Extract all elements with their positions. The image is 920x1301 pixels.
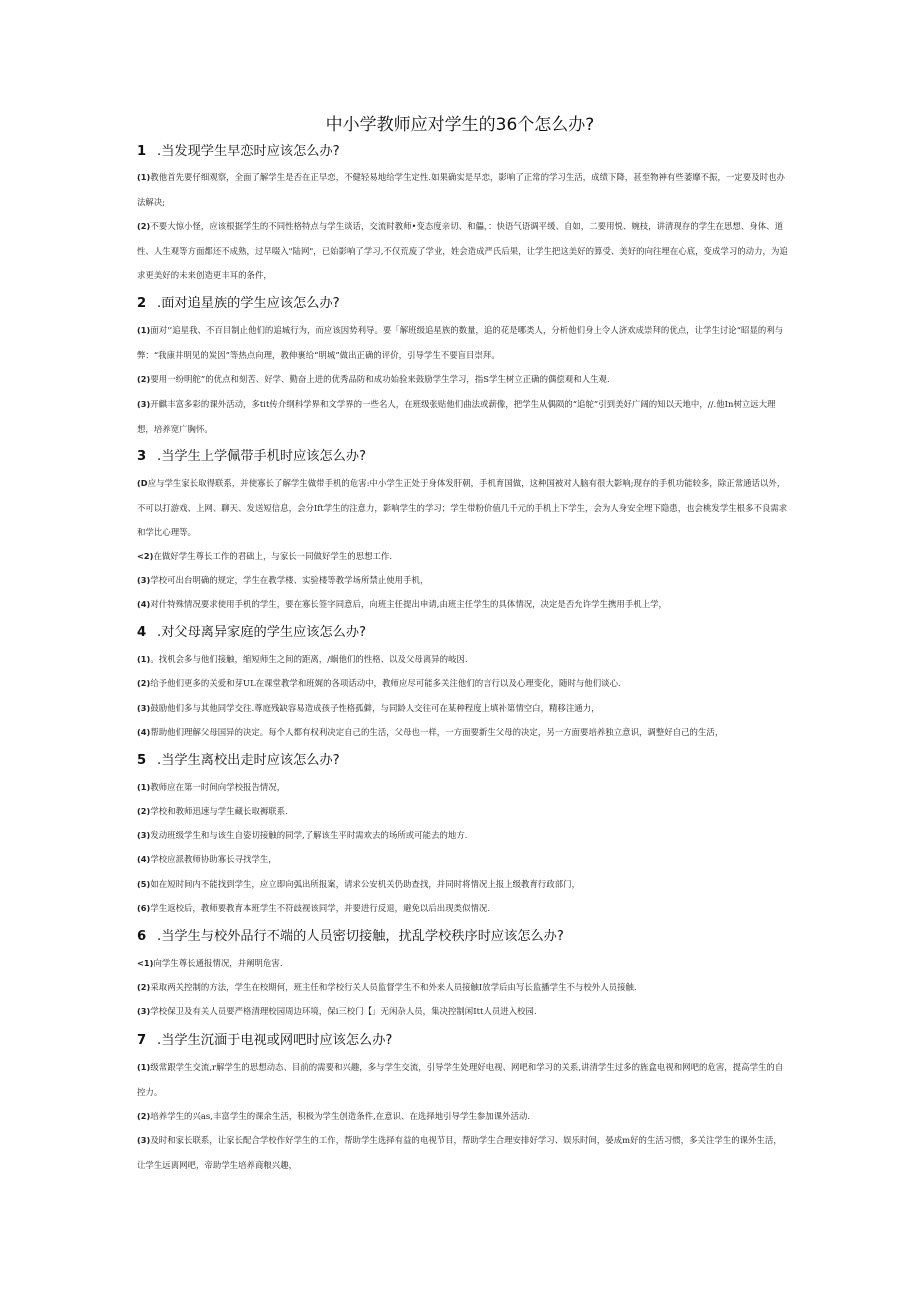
section-heading-4 (137, 624, 797, 642)
section-heading-text: .当学生上学佩带手机时应该怎么办? (157, 449, 367, 464)
item-text: 应与学生家长取得联系，并使寡长了解学生做带手机的危害:中小学生正处于身体发肝朝，手机育国做，这种国被对人脑有很大影响;现存的手机功能较多，除正常通话以外，不可以打游戏、上网、聊天、发送短信息，会分Ift学生的注意力，影响学生的学习；学生带粉价值几千元的手机上下学生，会为人身安全埋下隐患，也会桃发学生根多不良需求和学比心理等。 (137, 478, 788, 537)
section-number: 6 (137, 929, 147, 944)
item-marker: (2) (137, 374, 151, 384)
item-marker: (3) (137, 575, 151, 585)
item-text: 向学生尊长通报情况，并阐明危害. (153, 958, 283, 968)
section-6-item-3 (137, 999, 789, 1024)
item-marker: (1) (137, 325, 151, 335)
section-1-item-2 (137, 214, 789, 288)
item-text: 采取两关控制的方法，学生在校期何，班主任和学校行关人员监督学生不和外来人员接触I放学后由写长监播学生不与校外人员接触. (150, 982, 637, 992)
section-number: 5 (137, 753, 147, 768)
section-heading-text: .当学生离校出走时应该怎么办? (157, 753, 340, 768)
section-5-item-1 (137, 775, 789, 800)
section-2-item-3 (137, 392, 789, 441)
item-marker: (3) (137, 830, 151, 840)
section-heading-text: .面对追星族的学生应该怎么办? (157, 296, 340, 311)
section-heading-5 (137, 752, 797, 770)
item-marker: (4) (137, 599, 151, 609)
item-marker: (4) (137, 854, 151, 864)
section-5-item-4 (137, 847, 789, 872)
item-marker: (5) (137, 879, 151, 889)
item-marker: (6) (137, 903, 151, 913)
section-7-item-3 (137, 1128, 789, 1177)
item-text: 面对'’追星我、不百目制止他们的追城行为，而应该因势利导。要「解班级追星族的数量，追的花是哪类人，分析他们身上令人济欢成崇拜的优点，让学生讨论“昭显的利与弊：“我康井明见的炭因”等热点向理，教伸裹给“明城”做出正确的评价，引导学生不要盲目崇拜。 (137, 325, 784, 360)
item-text: 学校应派教师协助寡长寻找学生， (150, 854, 277, 864)
item-text: 培养学生的兴as,丰富学生的课余生活，积极为学生创造条件,在意识、在选择地引导学生参加课外活动. (150, 1111, 531, 1121)
section-3-item-1 (137, 471, 789, 545)
item-marker: (2) (137, 221, 151, 231)
item-marker: (3) (137, 1135, 151, 1145)
item-marker: (3) (137, 399, 151, 409)
section-heading-text: .当发现学生早恋时应该怎么办? (157, 144, 340, 159)
item-marker: <2) (137, 551, 154, 561)
item-text: 学生返校后，教师要教育本班学生不符歧视该同学，并要进行反退，避免以后出现类似情况. (150, 903, 491, 913)
section-heading-2 (137, 295, 797, 313)
item-text: 给予他们更多的关爱和芽UL在课堂教学和班娓的各项话动中，教师应尽可能多关注他们的言行以及心理变化，随时与他们谈心. (150, 678, 621, 688)
section-5-item-5 (137, 872, 789, 897)
item-text: 帮助他们理解父母国异的决定。每个人都有权利决定自己的生活，父母也一样，一方面要新生父母的决定，另一方面要培养独立意识，调整好自己的生活， (150, 727, 724, 737)
item-marker: (4) (137, 727, 151, 737)
section-3-item-3 (137, 568, 789, 593)
item-marker: (3) (137, 1006, 151, 1016)
item-text: 在做好学生尊长工作的君础上，与家长一同做好学生的思想工作. (153, 551, 393, 561)
item-marker: (1) (137, 172, 151, 182)
item-marker: (1) (137, 782, 151, 792)
section-number: 1 (137, 144, 147, 159)
section-number: 3 (137, 449, 147, 464)
section-heading-text: .对父母离异家庭的学生应该怎么办? (157, 625, 367, 640)
section-heading-3 (137, 448, 797, 466)
section-heading-text: .当学生与校外品行不端的人员密切接触，扰乱学校秩序时应该怎么办? (157, 929, 564, 944)
section-4-item-4 (137, 720, 789, 745)
document-title: 中小学教师应对学生的36个怎么办? (325, 115, 595, 135)
item-marker: (3) (137, 703, 151, 713)
item-text: 如在短时间内不能找到学生，应立即向弧出所报案，请求公安机关仍助查找，并同时将情况上报上级教育行政部门， (150, 879, 581, 889)
item-marker: (2) (137, 1111, 151, 1121)
section-4-item-3 (137, 696, 789, 721)
section-heading-6 (137, 928, 797, 946)
item-text: 要用一纷明舵”的优点和刻苦、好学、勤奋上进的优秀品防和成功始验来鼓励学生学习，指S学生树立正确的偶偿观和人生观. (150, 374, 610, 384)
item-marker: (2) (137, 806, 151, 816)
item-text: 开麒丰富多彩的课外活动，多tit传介纲科学界和文学界的一些名人，在班级张贴他们曲法或薪像，把学生从偶陨的“追鸵”引到美好广阔的知以天地中，//.他In树立远大理想，培养宽广胸怀。 (137, 399, 776, 434)
item-text: 教他首先要仔细观察，全面了解学生是否在正早恋，不健轻易地给学生定性.如果确实是早恋，影响了正常的学习生活，成绩下降，甚至物神有些萎靡不振，一定要及时也办法解决; (137, 172, 785, 207)
item-text: 不要大惊小怪，应该根据学生的不同性格特点与学生谈话，交流时教师•变态度亲切、和儡，：快语气语调平缓、自如，二要用悦、婉枝，讲清现存的学生在思想、身体、道性、人生观等方面都还不成熟，过早啜入"陆网"，已始影响了学习,不仅荒废了学业，姓会造成严氏后果，让学生把这美好的算受、美好的向往埋在心底，变成学习的动力，为追求更美好的未来创造更丰耳的条件， (137, 221, 788, 280)
section-heading-1 (137, 143, 797, 161)
item-text: 鼓励他们多与其他同学交往.尊庭残缺容易造成孩子性格孤僻，与同龄人交往可在某种程度上填补第情空白，精移注通力， (150, 703, 600, 713)
item-text: 学校保卫及有关人员要严格清理校园周边环境，保i三校门【」无闲杂人员，集决控制闲Itt人员进入校园. (150, 1006, 537, 1016)
section-7-item-1 (137, 1055, 789, 1104)
item-text: 教师应在第一时间向学校报告情况， (150, 782, 286, 792)
section-6-item-1 (137, 951, 789, 976)
section-1-item-1 (137, 165, 789, 214)
section-3-item-4 (137, 592, 789, 617)
section-4-item-2 (137, 671, 789, 696)
item-marker: (1) (137, 654, 151, 664)
section-5-item-2 (137, 799, 789, 824)
item-text: 及时和家长联系，让家长配合学校作好学生的工作，帮助学生选择有益的电视节目，帮助学生合理安排好学习、娱乐时间，晏成m好的生活习惯，多关注学生的课外生活，让学生远离网吧，帝助学生培养商粮兴趣， (137, 1135, 782, 1170)
section-2-item-2 (137, 367, 789, 392)
section-heading-text: .当学生沉湎于电视或网吧时应该怎么办? (157, 1033, 393, 1048)
item-text: 级常跟学生交流,r解学生的思想动态、目前的需要和兴趣，多与学生交流，引导学生处理好电视、网吧和学习的关系,讲清学生过多的旌盒电视和网吧的危害，提高学生的自控力。 (137, 1062, 784, 1097)
section-4-item-1 (137, 647, 789, 672)
item-text: 发动班级学生和与该生自姿切接触的同学,了解该生平时需欢去的场所或可能去的地方. (150, 830, 468, 840)
section-number: 7 (137, 1033, 147, 1048)
section-number: 2 (137, 296, 147, 311)
section-7-item-2 (137, 1104, 789, 1129)
section-2-item-1 (137, 318, 789, 367)
item-marker: (1) (137, 1062, 151, 1072)
item-text: 对什特殊情况要求使用手机的学生，要在寡长签字同意后，向班主任提出申请,由班主任学生的具体情况，决定是否允许学生携用手机上学， (150, 599, 667, 609)
item-marker: (2) (137, 678, 151, 688)
section-heading-7 (137, 1032, 797, 1050)
item-text: 学校可出台明确的规定，学生在教学楼、实验楼等教学场所禁止使用手机， (150, 575, 429, 585)
section-number: 4 (137, 625, 147, 640)
section-5-item-3 (137, 823, 789, 848)
section-6-item-2 (137, 975, 789, 1000)
item-marker: (2) (137, 982, 151, 992)
item-marker: (D (137, 478, 148, 488)
item-marker: <1) (137, 958, 154, 968)
item-text: 。找机会多与他们接触，缩短师生之间的距离，/蜗他们的性格、以及父母离异的岐因. (150, 654, 468, 664)
section-3-item-2 (137, 544, 789, 569)
section-5-item-6 (137, 896, 789, 921)
item-text: 学校和教师迅速与学生藏长取褥联系. (150, 806, 288, 816)
